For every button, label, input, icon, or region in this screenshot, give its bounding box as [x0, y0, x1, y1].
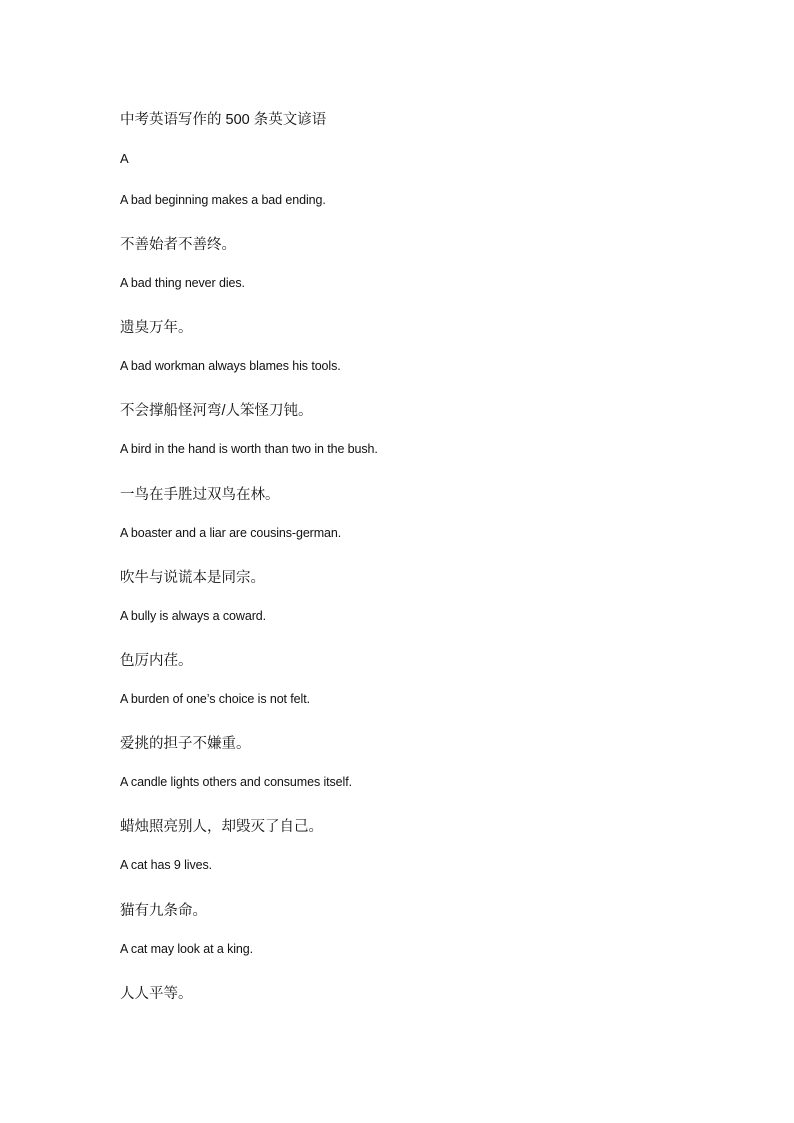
proverb-chinese: 不会撑船怪河弯/人笨怪刀钝。 — [120, 403, 313, 419]
proverb-chinese: 人人平等。 — [120, 986, 193, 1002]
proverb-chinese: 猫有九条命。 — [120, 903, 207, 919]
proverb-english: A bird in the hand is worth than two in the bush. — [120, 442, 378, 456]
proverb-english: A candle lights others and consumes itself. — [120, 775, 352, 789]
proverb-english: A cat may look at a king. — [120, 942, 253, 956]
proverb-chinese: 吹牛与说谎本是同宗。 — [120, 570, 265, 586]
proverb-chinese: 遗臭万年。 — [120, 320, 193, 336]
proverb-chinese: 一鸟在手胜过双鸟在林。 — [120, 487, 280, 503]
proverb-english: A bad workman always blames his tools. — [120, 359, 341, 373]
proverb-chinese: 色厉内荏。 — [120, 653, 193, 669]
proverb-english: A boaster and a liar are cousins-german. — [120, 526, 342, 540]
proverb-english: A cat has 9 lives. — [120, 858, 212, 872]
proverb-english: A burden of one’s choice is not felt. — [120, 692, 310, 706]
proverb-english: A bad beginning makes a bad ending. — [120, 193, 326, 207]
document-title: 中考英语写作的 500 条英文谚语 — [120, 112, 327, 128]
proverb-english: A bad thing never dies. — [120, 276, 245, 290]
proverb-chinese: 爱挑的担子不嫌重。 — [120, 736, 251, 752]
proverb-chinese: 蜡烛照亮别人，却毁灭了自己。 — [120, 819, 323, 835]
section-letter: A — [120, 151, 129, 166]
proverb-chinese: 不善始者不善终。 — [120, 237, 236, 253]
proverb-english: A bully is always a coward. — [120, 609, 266, 623]
